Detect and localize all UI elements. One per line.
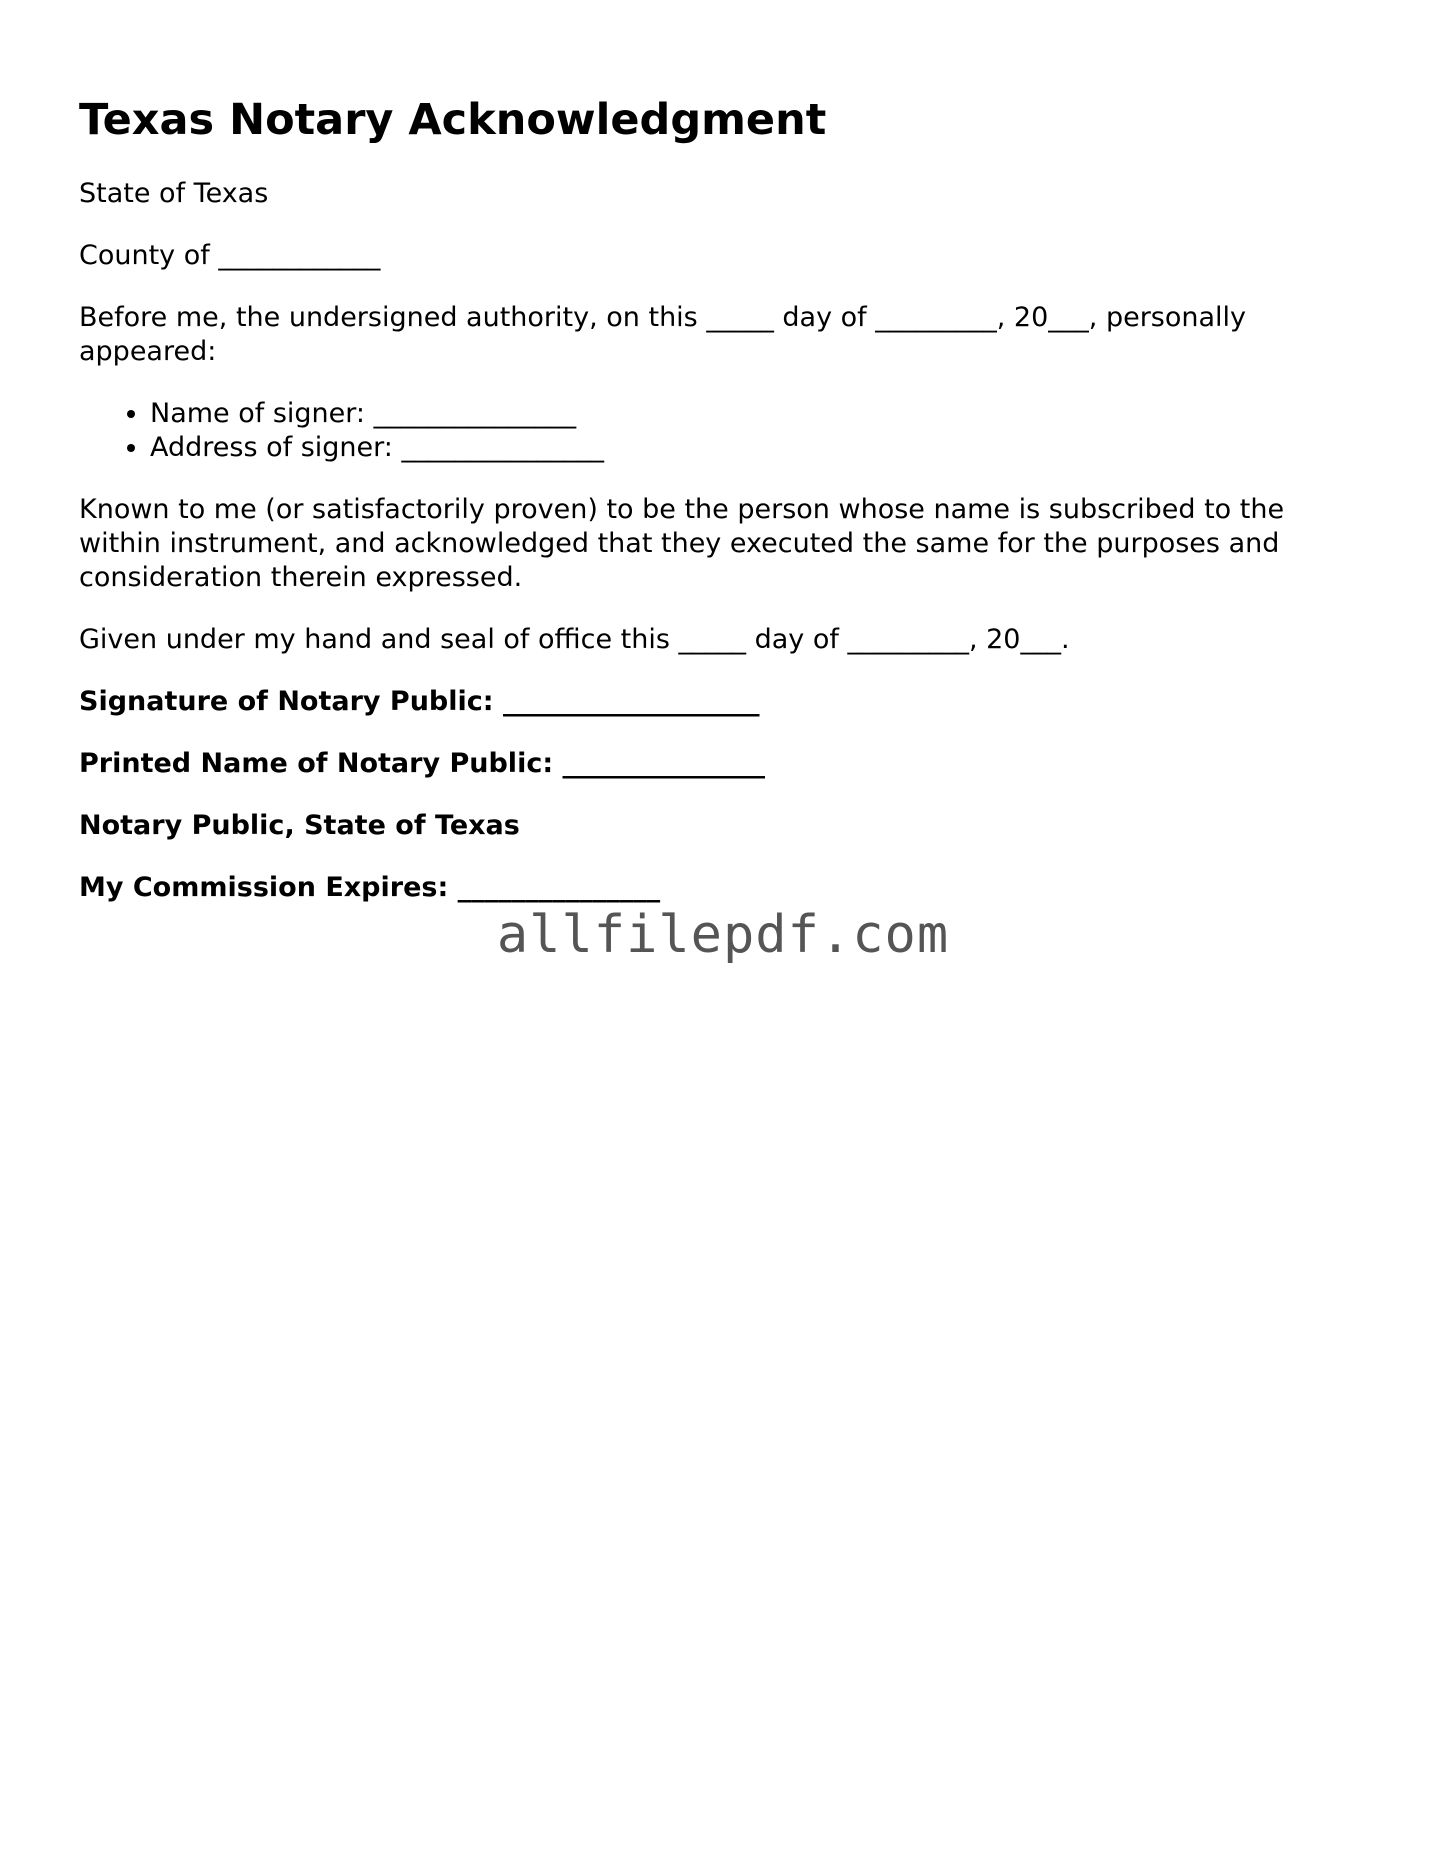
signer-address-item: • Address of signer: _______________ [150, 431, 1369, 465]
notary-printed-name-line: Printed Name of Notary Public: _______________ [79, 748, 766, 780]
appearance-paragraph: Before me, the undersigned authority, on this _____ day of _________, 20___, personally appeared: [79, 302, 1247, 368]
given-paragraph: Given under my hand and seal of office this _____ day of _________, 20___. [79, 624, 1070, 656]
acknowledgment-paragraph: Known to me (or satisfactorily proven) to be the person whose name is subscribed to the within instrument, and acknowledged that they executed the same for the purposes and consideration therein expressed. [79, 494, 1285, 594]
notary-title: Notary Public, State of Texas [79, 810, 520, 842]
commission-expires-line: My Commission Expires: _______________ [79, 872, 661, 904]
signer-list [79, 397, 1369, 465]
document-title: Texas Notary Acknowledgment [79, 95, 827, 145]
signer-name-item: • Name of signer: _______________ [150, 397, 1369, 431]
watermark [0, 905, 1446, 965]
county-line: County of ____________ [79, 240, 381, 272]
watermark-text: allfilepdf.com [496, 905, 950, 965]
state-line: State of Texas [79, 178, 269, 210]
notary-signature-line: Signature of Notary Public: ___________________ [79, 686, 760, 718]
document-page [79, 96, 1369, 933]
